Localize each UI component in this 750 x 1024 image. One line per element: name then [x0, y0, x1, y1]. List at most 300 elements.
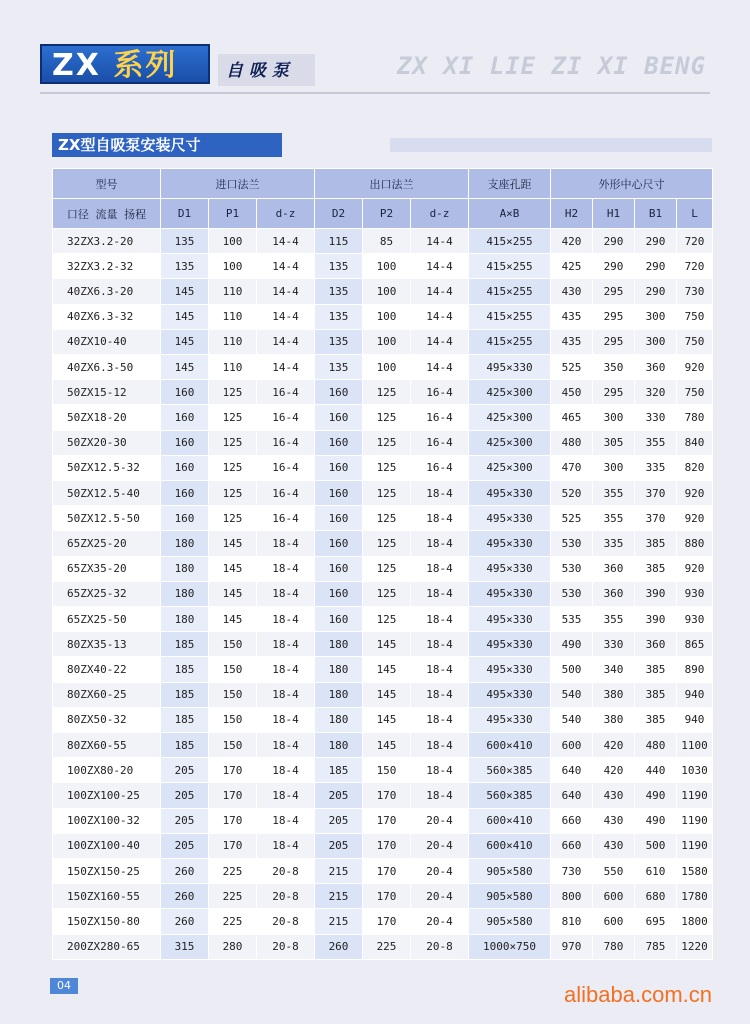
- table-cell: 495×330: [469, 632, 551, 657]
- page-number: 04: [50, 978, 78, 994]
- table-cell: 330: [593, 632, 635, 657]
- table-cell: 480: [635, 733, 677, 758]
- table-cell: 495×330: [469, 607, 551, 632]
- table-cell: 160: [315, 405, 363, 430]
- table-cell: 560×385: [469, 758, 551, 783]
- table-cell: 205: [161, 758, 209, 783]
- table-cell: 18-4: [257, 733, 315, 758]
- table-cell: 18-4: [411, 607, 469, 632]
- table-cell: 170: [363, 884, 411, 909]
- table-cell: 355: [635, 430, 677, 455]
- table-cell: 695: [635, 909, 677, 934]
- table-cell: 300: [593, 405, 635, 430]
- table-cell: 185: [161, 632, 209, 657]
- table-cell: 480: [551, 430, 593, 455]
- table-cell: 205: [161, 783, 209, 808]
- table-cell: 940: [677, 707, 713, 732]
- table-row: [53, 355, 713, 380]
- table-row: [53, 783, 713, 808]
- table-cell: 1100: [677, 733, 713, 758]
- table-cell: 290: [635, 229, 677, 254]
- table-cell: 425×300: [469, 430, 551, 455]
- table-cell: 145: [363, 707, 411, 732]
- table-row: [53, 808, 713, 833]
- table-cell: 750: [677, 329, 713, 354]
- table-row: [53, 632, 713, 657]
- table-cell: 290: [635, 254, 677, 279]
- model-cell: 50ZX12.5-50: [53, 506, 161, 531]
- table-cell: 420: [593, 733, 635, 758]
- table-cell: 385: [635, 556, 677, 581]
- column-header: H2: [551, 199, 593, 229]
- table-cell: 355: [593, 506, 635, 531]
- table-cell: 180: [315, 707, 363, 732]
- table-cell: 18-4: [257, 531, 315, 556]
- table-cell: 125: [363, 455, 411, 480]
- table-cell: 125: [209, 506, 257, 531]
- table-cell: 970: [551, 934, 593, 959]
- table-cell: 800: [551, 884, 593, 909]
- table-cell: 170: [363, 808, 411, 833]
- table-cell: 180: [315, 657, 363, 682]
- table-cell: 18-4: [257, 581, 315, 606]
- table-cell: 540: [551, 682, 593, 707]
- table-cell: 295: [593, 380, 635, 405]
- table-cell: 14-4: [257, 355, 315, 380]
- table-cell: 14-4: [257, 229, 315, 254]
- table-cell: 170: [209, 758, 257, 783]
- table-row: [53, 329, 713, 354]
- table-cell: 135: [315, 279, 363, 304]
- table-cell: 16-4: [411, 405, 469, 430]
- table-cell: 415×255: [469, 254, 551, 279]
- model-cell: 150ZX150-80: [53, 909, 161, 934]
- model-subheader: 口径 流量 扬程: [53, 199, 161, 229]
- table-cell: 680: [635, 884, 677, 909]
- table-cell: 500: [635, 833, 677, 858]
- table-cell: 115: [315, 229, 363, 254]
- table-cell: 640: [551, 783, 593, 808]
- table-row: [53, 506, 713, 531]
- table-cell: 350: [593, 355, 635, 380]
- table-cell: 880: [677, 531, 713, 556]
- table-cell: 1780: [677, 884, 713, 909]
- table-cell: 490: [635, 783, 677, 808]
- table-cell: 295: [593, 304, 635, 329]
- table-cell: 205: [315, 783, 363, 808]
- model-cell: 100ZX100-40: [53, 833, 161, 858]
- table-cell: 16-4: [257, 405, 315, 430]
- table-cell: 335: [635, 455, 677, 480]
- table-cell: 260: [161, 909, 209, 934]
- outlet-flange-header: 出口法兰: [315, 169, 469, 199]
- table-cell: 495×330: [469, 556, 551, 581]
- logo-series: 系列: [113, 48, 178, 83]
- table-cell: 525: [551, 506, 593, 531]
- table-cell: 385: [635, 682, 677, 707]
- table-cell: 85: [363, 229, 411, 254]
- table-cell: 750: [677, 380, 713, 405]
- model-cell: 50ZX18-20: [53, 405, 161, 430]
- table-cell: 20-4: [411, 808, 469, 833]
- table-cell: 170: [363, 833, 411, 858]
- table-cell: 110: [209, 304, 257, 329]
- table-row: [53, 707, 713, 732]
- table-cell: 16-4: [257, 481, 315, 506]
- table-cell: 185: [161, 733, 209, 758]
- table-row: [53, 909, 713, 934]
- table-cell: 370: [635, 481, 677, 506]
- table-cell: 20-4: [411, 884, 469, 909]
- table-cell: 905×580: [469, 859, 551, 884]
- column-header: D2: [315, 199, 363, 229]
- table-cell: 180: [315, 632, 363, 657]
- table-cell: 780: [593, 934, 635, 959]
- table-cell: 600×410: [469, 808, 551, 833]
- model-cell: 32ZX3.2-32: [53, 254, 161, 279]
- table-cell: 125: [209, 481, 257, 506]
- table-row: [53, 657, 713, 682]
- table-cell: 18-4: [411, 632, 469, 657]
- table-cell: 18-4: [411, 556, 469, 581]
- model-header: 型号: [53, 169, 161, 199]
- model-cell: 50ZX15-12: [53, 380, 161, 405]
- table-cell: 495×330: [469, 707, 551, 732]
- table-cell: 730: [551, 859, 593, 884]
- model-cell: 50ZX12.5-32: [53, 455, 161, 480]
- table-cell: 1000×750: [469, 934, 551, 959]
- table-cell: 425×300: [469, 455, 551, 480]
- table-cell: 420: [551, 229, 593, 254]
- table-cell: 610: [635, 859, 677, 884]
- model-cell: 80ZX60-25: [53, 682, 161, 707]
- table-cell: 865: [677, 632, 713, 657]
- table-cell: 215: [315, 859, 363, 884]
- table-cell: 415×255: [469, 304, 551, 329]
- table-cell: 14-4: [257, 279, 315, 304]
- table-cell: 16-4: [411, 380, 469, 405]
- table-cell: 170: [363, 859, 411, 884]
- logo-prefix: ZX: [52, 48, 114, 83]
- table-cell: 525: [551, 355, 593, 380]
- table-cell: 145: [363, 682, 411, 707]
- model-cell: 80ZX35-13: [53, 632, 161, 657]
- header-subtitle: 自 吸 泵: [218, 54, 315, 86]
- table-cell: 125: [363, 581, 411, 606]
- table-cell: 160: [161, 430, 209, 455]
- table-cell: 225: [209, 884, 257, 909]
- table-cell: 180: [315, 733, 363, 758]
- table-cell: 535: [551, 607, 593, 632]
- table-cell: 415×255: [469, 329, 551, 354]
- table-cell: 380: [593, 707, 635, 732]
- table-cell: 170: [209, 833, 257, 858]
- table-cell: 300: [593, 455, 635, 480]
- table-cell: 920: [677, 506, 713, 531]
- table-cell: 185: [161, 657, 209, 682]
- model-cell: 100ZX80-20: [53, 758, 161, 783]
- model-cell: 150ZX150-25: [53, 859, 161, 884]
- model-cell: 40ZX10-40: [53, 329, 161, 354]
- table-cell: 145: [161, 355, 209, 380]
- table-cell: 125: [363, 607, 411, 632]
- model-cell: 40ZX6.3-50: [53, 355, 161, 380]
- column-header: H1: [593, 199, 635, 229]
- table-cell: 660: [551, 833, 593, 858]
- table-cell: 390: [635, 607, 677, 632]
- model-cell: 100ZX100-32: [53, 808, 161, 833]
- table-row: [53, 607, 713, 632]
- table-cell: 820: [677, 455, 713, 480]
- table-cell: 150: [209, 682, 257, 707]
- table-cell: 640: [551, 758, 593, 783]
- installation-dimensions-table: [52, 168, 713, 960]
- table-cell: 920: [677, 481, 713, 506]
- table-cell: 145: [161, 329, 209, 354]
- table-cell: 720: [677, 254, 713, 279]
- table-cell: 125: [363, 531, 411, 556]
- header-divider: [40, 92, 710, 94]
- table-cell: 16-4: [257, 506, 315, 531]
- table-cell: 290: [635, 279, 677, 304]
- table-cell: 260: [161, 884, 209, 909]
- model-cell: 40ZX6.3-20: [53, 279, 161, 304]
- table-cell: 16-4: [411, 455, 469, 480]
- table-cell: 440: [635, 758, 677, 783]
- table-cell: 18-4: [411, 481, 469, 506]
- table-cell: 145: [363, 632, 411, 657]
- table-row: [53, 682, 713, 707]
- table-row: [53, 279, 713, 304]
- table-cell: 920: [677, 556, 713, 581]
- table-cell: 905×580: [469, 909, 551, 934]
- table-cell: 425×300: [469, 380, 551, 405]
- table-cell: 385: [635, 531, 677, 556]
- table-cell: 180: [161, 581, 209, 606]
- column-header: d-z: [411, 199, 469, 229]
- table-cell: 125: [363, 556, 411, 581]
- table-cell: 18-4: [257, 808, 315, 833]
- table-cell: 160: [315, 581, 363, 606]
- model-cell: 65ZX25-32: [53, 581, 161, 606]
- table-cell: 940: [677, 682, 713, 707]
- table-cell: 20-4: [411, 909, 469, 934]
- table-cell: 225: [209, 859, 257, 884]
- table-cell: 260: [161, 859, 209, 884]
- table-cell: 385: [635, 657, 677, 682]
- table-cell: 930: [677, 607, 713, 632]
- table-cell: 180: [161, 607, 209, 632]
- table-cell: 490: [551, 632, 593, 657]
- column-header: d-z: [257, 199, 315, 229]
- table-cell: 180: [161, 531, 209, 556]
- table-cell: 18-4: [411, 657, 469, 682]
- table-cell: 125: [363, 481, 411, 506]
- table-cell: 170: [363, 909, 411, 934]
- table-cell: 150: [209, 657, 257, 682]
- table-cell: 135: [315, 304, 363, 329]
- table-cell: 380: [593, 682, 635, 707]
- table-cell: 18-4: [257, 607, 315, 632]
- table-cell: 160: [161, 481, 209, 506]
- table-cell: 100: [363, 329, 411, 354]
- table-cell: 160: [315, 531, 363, 556]
- table-cell: 225: [209, 909, 257, 934]
- table-cell: 160: [161, 506, 209, 531]
- table-cell: 390: [635, 581, 677, 606]
- table-cell: 20-8: [411, 934, 469, 959]
- series-logo: [40, 44, 210, 84]
- watermark: alibaba.com.cn: [564, 982, 712, 1007]
- table-cell: 185: [315, 758, 363, 783]
- table-cell: 355: [593, 607, 635, 632]
- table-cell: 170: [209, 783, 257, 808]
- table-cell: 125: [209, 380, 257, 405]
- table-cell: 385: [635, 707, 677, 732]
- table-cell: 145: [363, 733, 411, 758]
- table-cell: 170: [363, 783, 411, 808]
- table-row: [53, 380, 713, 405]
- table-cell: 465: [551, 405, 593, 430]
- table-cell: 14-4: [257, 304, 315, 329]
- model-cell: 50ZX12.5-40: [53, 481, 161, 506]
- table-cell: 540: [551, 707, 593, 732]
- table-cell: 495×330: [469, 355, 551, 380]
- table-cell: 160: [161, 455, 209, 480]
- table-cell: 135: [315, 355, 363, 380]
- table-cell: 145: [209, 556, 257, 581]
- table-cell: 125: [363, 405, 411, 430]
- table-cell: 18-4: [257, 556, 315, 581]
- table-cell: 280: [209, 934, 257, 959]
- table-cell: 14-4: [257, 329, 315, 354]
- table-cell: 1190: [677, 808, 713, 833]
- table-cell: 560×385: [469, 783, 551, 808]
- table-cell: 490: [635, 808, 677, 833]
- table-cell: 430: [593, 833, 635, 858]
- table-cell: 20-4: [411, 833, 469, 858]
- table-cell: 415×255: [469, 279, 551, 304]
- table-cell: 205: [315, 833, 363, 858]
- table-cell: 16-4: [257, 430, 315, 455]
- table-cell: 785: [635, 934, 677, 959]
- table-cell: 125: [209, 455, 257, 480]
- table-cell: 430: [593, 808, 635, 833]
- table-cell: 160: [161, 380, 209, 405]
- table-cell: 340: [593, 657, 635, 682]
- table-cell: 300: [635, 304, 677, 329]
- table-row: [53, 531, 713, 556]
- table-cell: 215: [315, 909, 363, 934]
- table-cell: 18-4: [411, 707, 469, 732]
- table-cell: 145: [209, 531, 257, 556]
- table-cell: 110: [209, 279, 257, 304]
- table-cell: 530: [551, 531, 593, 556]
- table-cell: 125: [363, 506, 411, 531]
- table-row: [53, 884, 713, 909]
- table-cell: 260: [315, 934, 363, 959]
- table-row: [53, 934, 713, 959]
- table-cell: 730: [677, 279, 713, 304]
- table-cell: 150: [363, 758, 411, 783]
- table-cell: 18-4: [257, 758, 315, 783]
- table-cell: 600: [551, 733, 593, 758]
- table-cell: 145: [363, 657, 411, 682]
- model-cell: 65ZX35-20: [53, 556, 161, 581]
- table-row: [53, 254, 713, 279]
- table-cell: 495×330: [469, 481, 551, 506]
- table-cell: 180: [315, 682, 363, 707]
- table-cell: 18-4: [257, 632, 315, 657]
- table-cell: 18-4: [411, 581, 469, 606]
- table-cell: 330: [635, 405, 677, 430]
- table-cell: 600×410: [469, 833, 551, 858]
- table-cell: 215: [315, 884, 363, 909]
- base-hole-header: 支座孔距: [469, 169, 551, 199]
- table-cell: 890: [677, 657, 713, 682]
- table-cell: 495×330: [469, 531, 551, 556]
- table-cell: 110: [209, 355, 257, 380]
- model-cell: 150ZX160-55: [53, 884, 161, 909]
- column-header: L: [677, 199, 713, 229]
- table-cell: 150: [209, 733, 257, 758]
- table-cell: 1190: [677, 783, 713, 808]
- table-cell: 145: [209, 581, 257, 606]
- table-cell: 18-4: [257, 783, 315, 808]
- table-cell: 135: [315, 329, 363, 354]
- table-cell: 370: [635, 506, 677, 531]
- table-cell: 930: [677, 581, 713, 606]
- table-cell: 470: [551, 455, 593, 480]
- table-cell: 305: [593, 430, 635, 455]
- column-header: P1: [209, 199, 257, 229]
- table-cell: 355: [593, 481, 635, 506]
- table-cell: 205: [315, 808, 363, 833]
- table-row: [53, 581, 713, 606]
- table-cell: 100: [209, 229, 257, 254]
- table-cell: 20-8: [257, 859, 315, 884]
- table-cell: 495×330: [469, 657, 551, 682]
- model-cell: 50ZX20-30: [53, 430, 161, 455]
- table-cell: 360: [593, 556, 635, 581]
- table-cell: 360: [635, 632, 677, 657]
- table-cell: 335: [593, 531, 635, 556]
- table-row: [53, 556, 713, 581]
- table-cell: 225: [363, 934, 411, 959]
- table-cell: 1220: [677, 934, 713, 959]
- table-cell: 600×410: [469, 733, 551, 758]
- table-cell: 135: [161, 254, 209, 279]
- table-cell: 295: [593, 329, 635, 354]
- table-cell: 495×330: [469, 581, 551, 606]
- table-cell: 14-4: [411, 355, 469, 380]
- table-cell: 18-4: [257, 657, 315, 682]
- table-cell: 905×580: [469, 884, 551, 909]
- table-row: [53, 304, 713, 329]
- table-cell: 145: [209, 607, 257, 632]
- model-cell: 80ZX60-55: [53, 733, 161, 758]
- table-cell: 18-4: [411, 506, 469, 531]
- table-cell: 420: [593, 758, 635, 783]
- column-header: A×B: [469, 199, 551, 229]
- table-cell: 170: [209, 808, 257, 833]
- table-cell: 20-8: [257, 934, 315, 959]
- table-cell: 185: [161, 707, 209, 732]
- table-cell: 160: [315, 430, 363, 455]
- table-cell: 360: [635, 355, 677, 380]
- table-cell: 495×330: [469, 682, 551, 707]
- table-cell: 160: [315, 506, 363, 531]
